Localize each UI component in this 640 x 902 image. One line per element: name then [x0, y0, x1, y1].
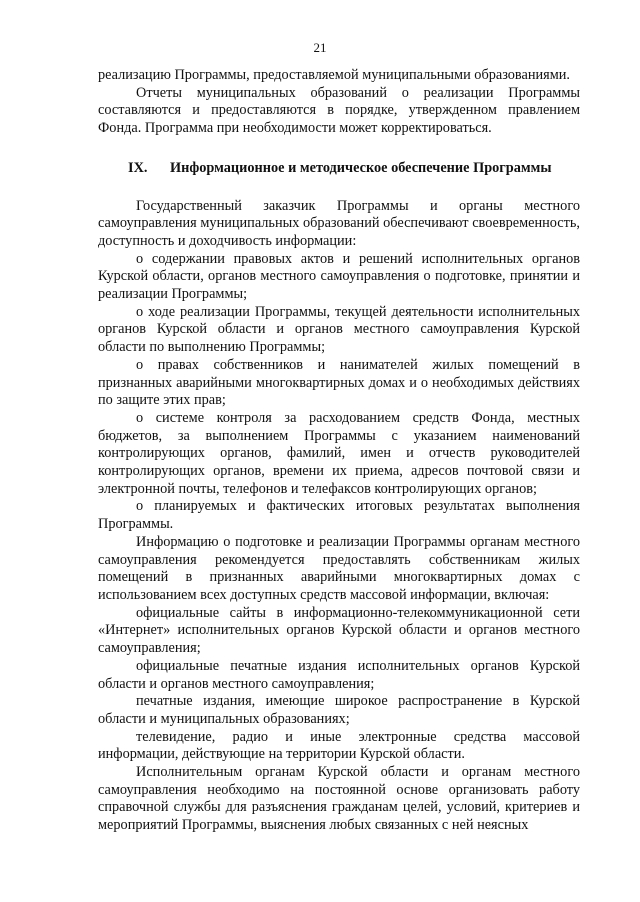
body-paragraph: официальные печатные издания исполнительных органов Курской области и органов местного самоуправления;	[98, 657, 580, 692]
section-number: IX.	[128, 159, 148, 176]
page-content	[98, 67, 580, 835]
body-paragraph: официальные сайты в информационно-телекоммуникационной сети «Интернет» исполнительных органов Курской области и органов местного самоуправления;	[98, 604, 580, 657]
body-paragraph: о содержании правовых актов и решений исполнительных органов Курской области, органов местного самоуправления о подготовке, принятии и реализации Программы;	[98, 250, 580, 303]
body-paragraph: Государственный заказчик Программы и органы местного самоуправления муниципальных образований обеспечивают своевременность, доступность и доходчивость информации:	[98, 197, 580, 249]
section-title: Информационное и методическое обеспечение Программы	[170, 159, 552, 176]
body-paragraph: телевидение, радио и иные электронные средства массовой информации, действующие на территории Курской области.	[98, 728, 580, 763]
page-number: 21	[313, 40, 327, 55]
section-heading	[98, 160, 580, 178]
body-paragraph: о правах собственников и нанимателей жилых помещений в признанных аварийными многоквартирных домах и о необходимых действиях по защите этих прав;	[98, 356, 580, 409]
body-paragraph: Информацию о подготовке и реализации Программы органам местного самоуправления рекомендуется предоставлять собственникам жилых помещений в признанных аварийными многоквартирных домах с использованием всех доступных средств массовой информации, включая:	[98, 533, 580, 603]
intro-paragraph: Отчеты муниципальных образований о реализации Программы составляются и предоставляются в порядке, утвержденном правлением Фонда. Программа при необходимости может корректироваться.	[98, 84, 580, 137]
body-paragraph: о планируемых и фактических итоговых результатах выполнения Программы.	[98, 498, 580, 533]
body-paragraph: Исполнительным органам Курской области и органам местного самоуправления необходимо на постоянной основе организовать работу справочной службы для разъяснения гражданам целей, условий, критериев и мероприятий Программы, выяснения любых связанных с ней неясных	[98, 764, 580, 834]
body-paragraph: о системе контроля за расходованием средств Фонда, местных бюджетов, за выполнением Программы с указанием наименований контролирующих органов, фамилий, имен и отчеств руководителей контролирующих органов, времени их приема, адресов почтовой связи и электронной почты, телефонов и телефаксов контролирующих органов;	[98, 409, 580, 497]
intro-paragraph: реализацию Программы, предоставляемой муниципальными образованиями.	[98, 67, 570, 83]
body-paragraph: печатные издания, имеющие широкое распространение в Курской области и муниципальных образованиях;	[98, 693, 580, 727]
body-paragraph: о ходе реализации Программы, текущей деятельности исполнительных органов Курской области и органов местного самоуправления Курской области по выполнению Программы;	[98, 303, 580, 356]
